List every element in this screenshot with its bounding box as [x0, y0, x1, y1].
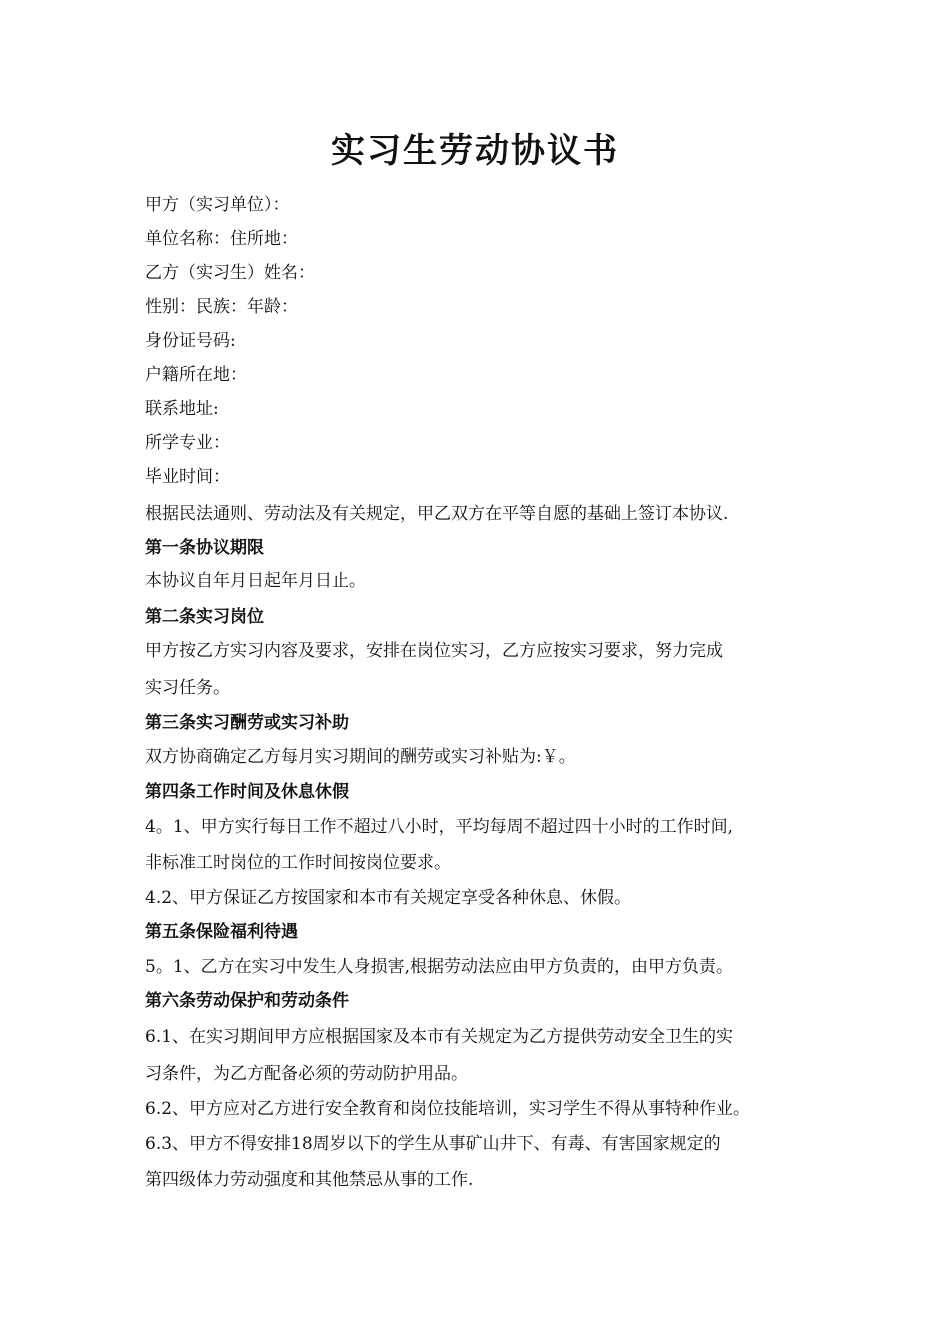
- paragraph-line: 5。1、乙方在实习中发生人身损害,根据劳动法应由甲方负责的，由甲方负责。: [145, 957, 734, 977]
- paragraph-line: 实习任务。: [145, 678, 230, 698]
- section-heading: 第六条劳动保护和劳动条件: [145, 991, 349, 1011]
- paragraph-line: 单位名称：住所地：: [145, 229, 298, 249]
- section-heading: 第五条保险福利待遇: [145, 922, 298, 942]
- paragraph-line: 4。1、甲方实行每日工作不超过八小时，平均每周不超过四十小时的工作时间,: [145, 817, 734, 837]
- paragraph-line: 本协议自年月日起年月日止。: [145, 571, 366, 591]
- section-heading: 第三条实习酬劳或实习补助: [145, 713, 349, 733]
- paragraph-line: 4.2、甲方保证乙方按国家和本市有关规定享受各种休息、休假。: [145, 888, 632, 908]
- paragraph-line: 身份证号码:: [145, 331, 236, 351]
- section-heading: 第四条工作时间及休息休假: [145, 782, 349, 802]
- paragraph-line: 非标准工时岗位的工作时间按岗位要求。: [145, 853, 451, 873]
- paragraph-line: 根据民法通则、劳动法及有关规定，甲乙双方在平等自愿的基础上签订本协议.: [145, 504, 729, 524]
- paragraph-line: 所学专业：: [145, 433, 230, 453]
- paragraph-line: 习条件，为乙方配备必须的劳动防护用品。: [145, 1064, 468, 1084]
- paragraph-line: 第四级体力劳动强度和其他禁忌从事的工作.: [145, 1170, 474, 1190]
- paragraph-line: 6.2、甲方应对乙方进行安全教育和岗位技能培训，实习学生不得从事特种作业。: [145, 1099, 751, 1119]
- paragraph-line: 毕业时间：: [145, 467, 230, 487]
- paragraph-line: 乙方（实习生）姓名：: [145, 263, 315, 283]
- paragraph-line: 双方协商确定乙方每月实习期间的酬劳或实习补贴为:￥。: [145, 747, 576, 767]
- paragraph-line: 6.3、甲方不得安排18周岁以下的学生从事矿山井下、有毒、有害国家规定的: [145, 1134, 721, 1154]
- document-title: 实习生劳动协议书: [331, 131, 619, 171]
- paragraph-line: 甲方（实习单位）：: [145, 195, 290, 215]
- section-heading: 第一条协议期限: [145, 538, 264, 558]
- paragraph-line: 6.1、在实习期间甲方应根据国家及本市有关规定为乙方提供劳动安全卫生的实: [145, 1027, 734, 1047]
- paragraph-line: 甲方按乙方实习内容及要求，安排在岗位实习，乙方应按实习要求，努力完成: [145, 641, 723, 661]
- paragraph-line: 联系地址:: [145, 399, 219, 419]
- section-heading: 第二条实习岗位: [145, 607, 264, 627]
- paragraph-line: 性别：民族：年龄：: [145, 297, 298, 317]
- paragraph-line: 户籍所在地：: [145, 365, 247, 385]
